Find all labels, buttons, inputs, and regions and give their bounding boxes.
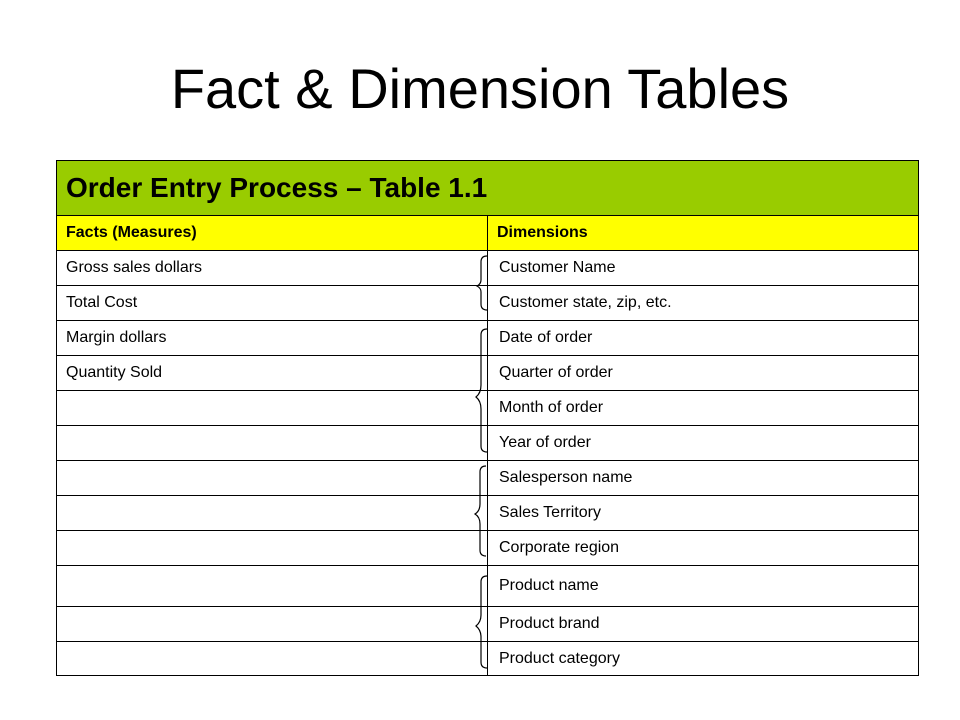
table-row — [57, 356, 919, 391]
fact-cell — [57, 566, 488, 607]
dimension-cell: Product category — [488, 642, 919, 676]
fact-cell: Gross sales dollars — [57, 251, 488, 286]
dimension-cell: Year of order — [488, 426, 919, 461]
fact-cell — [57, 531, 488, 566]
table-row — [57, 426, 919, 461]
dimension-cell: Date of order — [488, 321, 919, 356]
dimension-cell: Month of order — [488, 391, 919, 426]
dimension-cell: Customer Name — [488, 251, 919, 286]
table-header-row — [57, 216, 919, 251]
fact-cell — [57, 391, 488, 426]
dimension-cell: Corporate region — [488, 531, 919, 566]
dimension-cell: Sales Territory — [488, 496, 919, 531]
fact-cell — [57, 426, 488, 461]
facts-column-header: Facts (Measures) — [57, 216, 488, 251]
table-row — [57, 251, 919, 286]
table-row — [57, 642, 919, 676]
dimension-cell: Salesperson name — [488, 461, 919, 496]
dimension-cell: Quarter of order — [488, 356, 919, 391]
table-row — [57, 531, 919, 566]
dimension-cell: Product name — [488, 566, 919, 607]
dimensions-column-header: Dimensions — [488, 216, 919, 251]
fact-cell — [57, 642, 488, 676]
fact-cell: Margin dollars — [57, 321, 488, 356]
dimension-cell: Product brand — [488, 607, 919, 642]
table-row — [57, 391, 919, 426]
table-row — [57, 607, 919, 642]
table-row — [57, 461, 919, 496]
table-row — [57, 496, 919, 531]
slide-title: Fact & Dimension Tables — [170, 57, 790, 120]
fact-cell — [57, 607, 488, 642]
dimension-cell: Customer state, zip, etc. — [488, 286, 919, 321]
fact-cell — [57, 461, 488, 496]
table-row — [57, 566, 919, 607]
order-entry-table — [56, 160, 919, 676]
table-row — [57, 286, 919, 321]
table-caption: Order Entry Process – Table 1.1 — [57, 161, 919, 216]
fact-cell: Total Cost — [57, 286, 488, 321]
table-row — [57, 321, 919, 356]
fact-cell: Quantity Sold — [57, 356, 488, 391]
table-caption-row — [57, 161, 919, 216]
fact-cell — [57, 496, 488, 531]
